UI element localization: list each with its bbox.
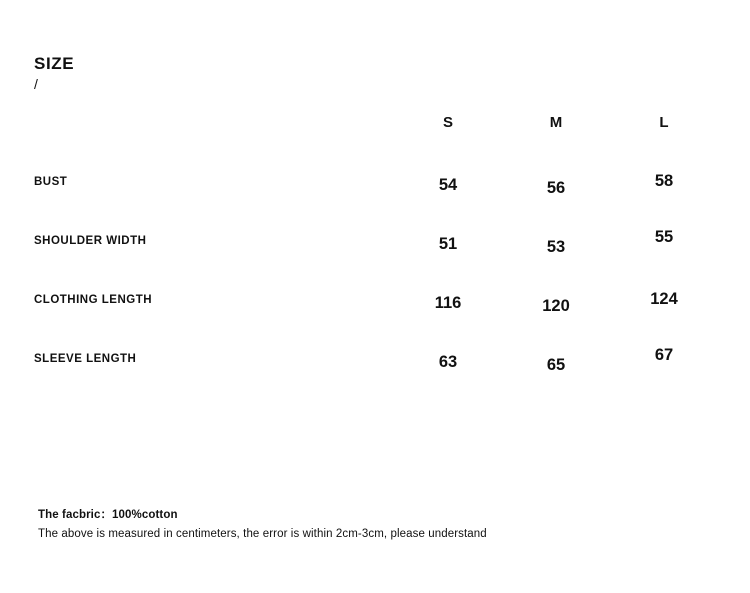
cell-clothing-length-l: [610, 270, 718, 329]
table-header-size-s: [394, 94, 502, 152]
table-row: [34, 329, 718, 388]
value-sleeve-length-s: 63: [438, 353, 458, 371]
page-title: SIZE: [34, 54, 75, 73]
cell-shoulder-width-s: [394, 211, 502, 270]
value-sleeve-length-l: 67: [654, 346, 674, 364]
value-bust-m: 56: [546, 179, 566, 197]
page-title-block: [34, 54, 74, 92]
value-clothing-length-m: 120: [542, 297, 570, 315]
row-label-bust: BUST: [34, 175, 68, 188]
footnote-fabric: The facbric：100%cotton: [38, 509, 178, 521]
row-label-shoulder-width: SHOULDER WIDTH: [34, 234, 147, 247]
value-sleeve-length-m: 65: [546, 356, 566, 374]
cell-bust-m: [502, 152, 610, 211]
value-bust-s: 54: [438, 176, 458, 194]
cell-shoulder-width-l: [610, 211, 718, 270]
footnote-measurement: The above is measured in centimeters, the error is within 2cm-3cm, please understand: [38, 528, 487, 540]
size-table: [34, 94, 718, 388]
table-header-measurement: [34, 94, 394, 152]
table-header-size-l: [610, 94, 718, 152]
table-row: [34, 270, 718, 329]
table-header-size-m: [502, 94, 610, 152]
table-row: [34, 152, 718, 211]
cell-bust-l: [610, 152, 718, 211]
page-title-divider: /: [34, 76, 38, 92]
cell-shoulder-width-m: [502, 211, 610, 270]
table-row: [34, 211, 718, 270]
value-clothing-length-l: 124: [650, 290, 678, 308]
cell-clothing-length-m: [502, 270, 610, 329]
value-clothing-length-s: 116: [434, 294, 462, 312]
cell-sleeve-length-s: [394, 329, 502, 388]
cell-clothing-length-s: [394, 270, 502, 329]
size-label-m: M: [549, 114, 563, 131]
value-shoulder-width-s: 51: [438, 235, 458, 253]
cell-sleeve-length-m: [502, 329, 610, 388]
value-shoulder-width-m: 53: [546, 238, 566, 256]
row-label-sleeve-length: SLEEVE LENGTH: [34, 352, 137, 365]
cell-bust-s: [394, 152, 502, 211]
size-label-l: L: [659, 114, 669, 131]
footnotes: [38, 506, 698, 544]
table-header-row: [34, 94, 718, 152]
row-label-clothing-length: CLOTHING LENGTH: [34, 293, 153, 306]
value-bust-l: 58: [654, 172, 674, 190]
value-shoulder-width-l: 55: [654, 228, 674, 246]
size-label-s: S: [442, 114, 453, 131]
cell-sleeve-length-l: [610, 329, 718, 388]
